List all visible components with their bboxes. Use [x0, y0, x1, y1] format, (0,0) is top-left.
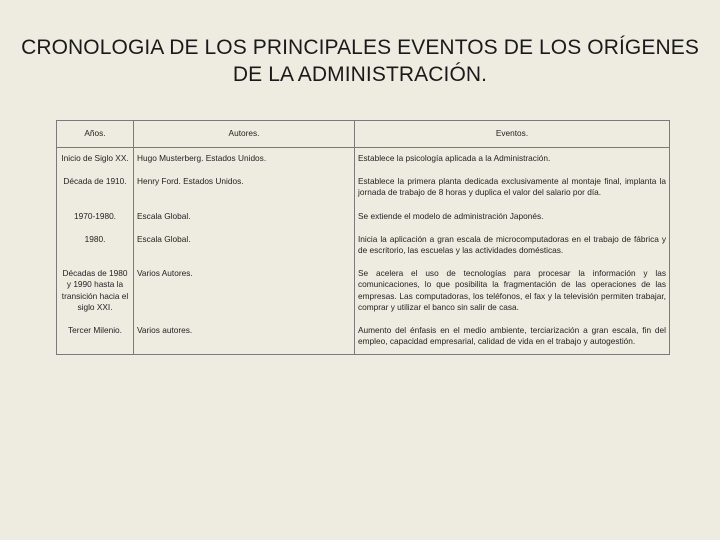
- title-line-1: CRONOLOGIA DE LOS PRINCIPALES EVENTOS DE LOS ORÍGENES: [21, 36, 699, 59]
- cell-author: Varios autores.: [134, 320, 355, 355]
- cell-event: Establece la psicología aplicada a la Administración.: [355, 148, 670, 172]
- table-row: [57, 171, 670, 205]
- table-row: [57, 263, 670, 320]
- cell-event: Inicia la aplicación a gran escala de microcomputadoras en el trabajo de fábrica y de escritorio, las escuelas y las actividades domésticas.: [355, 229, 670, 263]
- table-row: [57, 206, 670, 229]
- cell-event: Establece la primera planta dedicada exclusivamente al montaje final, implanta la jornada de trabajo de 8 horas y duplica el valor del salario por día.: [355, 171, 670, 205]
- cell-year: Década de 1910.: [57, 171, 134, 205]
- cell-event: Se acelera el uso de tecnologías para procesar la información y las comunicaciones, lo que posibilita la fragmentación de las operaciones de las empresas. Las computadoras, los teléfonos, el fax y la televisión permiten trabajar, comprar y utilizar el banco sin salir de casa.: [355, 263, 670, 320]
- header-authors: Autores.: [134, 121, 355, 148]
- title-line-2: DE LA ADMINISTRACIÓN.: [232, 63, 488, 86]
- cell-event: Se extiende el modelo de administración Japonés.: [355, 206, 670, 229]
- cell-year: Inicio de Siglo XX.: [57, 148, 134, 172]
- table-row: [57, 320, 670, 355]
- table-row: [57, 148, 670, 172]
- cell-author: Varios Autores.: [134, 263, 355, 320]
- table-header-row: [57, 121, 670, 148]
- cell-event: Aumento del énfasis en el medio ambiente, terciarización a gran escala, fin del empleo, capacidad empresarial, calidad de vida en el trabajo y autogestión.: [355, 320, 670, 355]
- chronology-table: [56, 120, 670, 355]
- cell-year: 1970-1980.: [57, 206, 134, 229]
- header-events: Eventos.: [355, 121, 670, 148]
- page-title: [20, 34, 700, 88]
- cell-author: Escala Global.: [134, 206, 355, 229]
- cell-author: Henry Ford. Estados Unidos.: [134, 171, 355, 205]
- cell-year: Décadas de 1980 y 1990 hasta la transición hacia el siglo XXI.: [57, 263, 134, 320]
- cell-year: Tercer Milenio.: [57, 320, 134, 355]
- cell-year: 1980.: [57, 229, 134, 263]
- cell-author: Escala Global.: [134, 229, 355, 263]
- cell-author: Hugo Musterberg. Estados Unidos.: [134, 148, 355, 172]
- table-row: [57, 229, 670, 263]
- header-years: Años.: [57, 121, 134, 148]
